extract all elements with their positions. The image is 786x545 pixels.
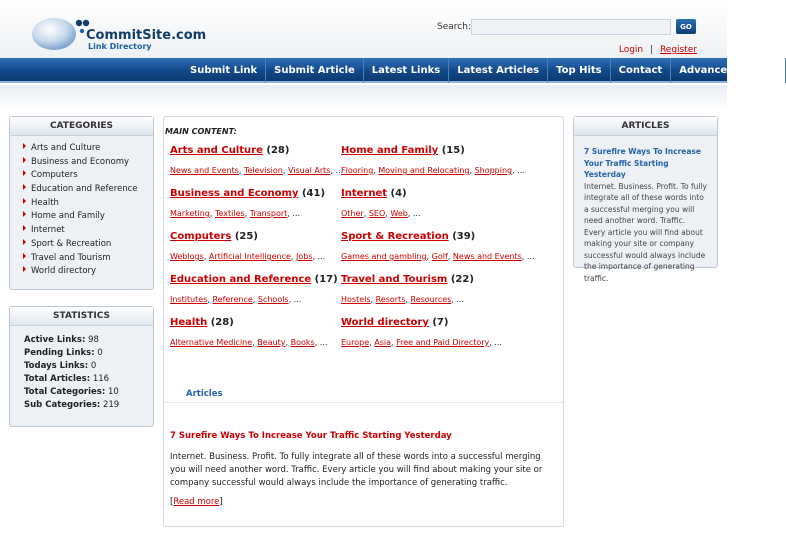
register-link[interactable]: Register (659, 45, 697, 55)
category-link[interactable]: Home and Family (341, 145, 439, 156)
subcategory-link[interactable]: Marketing (170, 209, 210, 218)
subcategory-link[interactable]: Games and gambling (341, 252, 427, 261)
nav-submit-link[interactable]: Submit Link (182, 58, 266, 83)
stat-row (24, 386, 153, 399)
subcategory-link[interactable]: Shopping (474, 166, 513, 175)
subcategory-link[interactable]: Other (341, 209, 364, 218)
read-more-bracket-close: ] (219, 497, 223, 507)
subcategory-link[interactable]: Hostels (341, 295, 371, 304)
subcategory-link[interactable]: News and Events (170, 166, 239, 175)
more-indicator: ... (292, 209, 301, 218)
more-indicator: ... (319, 338, 328, 347)
directory-category: Travel and Tourism (22) Hostels, Resorts, Resources, ... (341, 274, 474, 304)
category-count: (7) (432, 317, 449, 328)
logo-subtitle: Link Directory (88, 42, 152, 51)
statistics-panel (9, 306, 154, 427)
subcategory-link[interactable]: Flooring (341, 166, 374, 175)
category-count: (4) (390, 188, 407, 199)
subcategory-link[interactable]: Books (290, 338, 315, 347)
subcategory-link[interactable]: Visual Arts (287, 166, 331, 175)
more-indicator: ... (317, 252, 326, 261)
subcategory-link[interactable]: Transport (249, 209, 288, 218)
stat-row (24, 347, 153, 360)
search-input[interactable] (471, 19, 671, 35)
read-more (170, 497, 223, 507)
more-indicator: ... (412, 209, 421, 218)
logo-text: CommitSite.com (86, 28, 207, 43)
directory-category: Internet (4) Other, SEO, Web, ... (341, 188, 421, 218)
stat-value: 116 (92, 374, 110, 384)
header (0, 0, 727, 58)
stat-row (24, 334, 153, 347)
sidebar-category-item[interactable]: Travel and Tourism (23, 252, 153, 266)
category-count: (28) (266, 145, 290, 156)
subcategory-link[interactable]: Resorts (375, 295, 406, 304)
subcategory-link[interactable]: Alternative Medicine (170, 338, 253, 347)
directory-category: Sport & Recreation (39) Games and gambling, Golf, News and Events, ... (341, 231, 535, 261)
auth-separator: | (650, 45, 654, 55)
subcategory-link[interactable]: SEO (368, 209, 386, 218)
category-count: (39) (452, 231, 476, 242)
more-indicator: ... (494, 338, 503, 347)
article-excerpt: Internet. Business. Profit. To fully integrate all of these words into a successful merging you will need another word. Traffic. Every article you will find about making your site or company successful would always include the importance of generating traffic. (170, 452, 543, 488)
stat-label: Todays Links: (24, 361, 89, 371)
search-go-button[interactable]: GO (676, 19, 696, 34)
category-count: (28) (210, 317, 234, 328)
sidebar-category-item[interactable]: World directory (23, 265, 153, 279)
subcategory-link[interactable]: Artificial Intelligence (208, 252, 291, 261)
category-link[interactable]: Health (170, 317, 208, 328)
category-link[interactable]: Internet (341, 188, 388, 199)
stat-label: Total Categories: (24, 387, 106, 397)
sidebar-article-title-link[interactable]: 7 Surefire Ways To Increase Your Traffic Starting Yesterday (584, 147, 701, 179)
subcategory-link[interactable]: Jobs (296, 252, 313, 261)
directory-category: World directory (7) Europe, Asia, Free and Paid Directory, ... (341, 317, 503, 347)
articles-panel-title: ARTICLES (574, 117, 717, 136)
login-link[interactable]: Login (618, 45, 644, 55)
stat-label: Pending Links: (24, 348, 95, 358)
auth-links (619, 45, 697, 55)
sidebar-category-item[interactable]: Business and Economy (23, 156, 153, 170)
category-link[interactable]: Sport & Recreation (341, 231, 449, 242)
directory-category: Arts and Culture (28) News and Events, Television, Visual Arts, ... (170, 145, 344, 175)
subcategory-link[interactable]: News and Events (452, 252, 522, 261)
subcategory-link[interactable]: Textiles (214, 209, 245, 218)
main-content-label: MAIN CONTENT: (165, 127, 237, 136)
categories-panel-title: CATEGORIES (10, 117, 153, 136)
category-count: (22) (450, 274, 474, 285)
nav-contact[interactable]: Contact (611, 58, 672, 83)
sidebar-category-item[interactable]: Sport & Recreation (23, 238, 153, 252)
stat-label: Active Links: (24, 335, 86, 345)
article-title-link[interactable]: 7 Surefire Ways To Increase Your Traffic Starting Yesterday (170, 431, 452, 441)
main-navigation (0, 58, 777, 83)
sidebar-category-item[interactable]: Home and Family (23, 210, 153, 224)
category-count: (15) (441, 145, 465, 156)
search-label: Search: (437, 22, 471, 32)
nav-submit-article[interactable]: Submit Article (266, 58, 364, 83)
more-indicator: ... (293, 295, 302, 304)
more-indicator: ... (517, 166, 525, 175)
subcategory-link[interactable]: Television (243, 166, 283, 175)
nav-top-hits[interactable]: Top Hits (548, 58, 611, 83)
category-link[interactable]: Arts and Culture (170, 145, 263, 156)
sidebar-category-item[interactable]: Internet (23, 224, 153, 238)
directory-category: Business and Economy (41) Marketing, Textiles, Transport, ... (170, 188, 326, 218)
more-indicator: ... (456, 295, 465, 304)
categories-panel (9, 116, 154, 290)
statistics-panel-title: STATISTICS (10, 307, 153, 326)
category-link[interactable]: Business and Economy (170, 188, 299, 199)
site-logo[interactable] (30, 16, 207, 56)
subcategory-link[interactable]: Weblogs (170, 252, 204, 261)
subcategory-link[interactable]: Moving and Relocating (378, 166, 470, 175)
subcategory-link[interactable]: Europe (341, 338, 370, 347)
stat-value: 0 (90, 361, 97, 371)
nav-advanced-search[interactable]: Advanced Search (671, 58, 785, 83)
stat-value: 10 (107, 387, 119, 397)
stat-value: 219 (102, 400, 120, 410)
directory-category: Computers (25) Weblogs, Artificial Intelligence, Jobs, ... (170, 231, 326, 261)
subcategory-link[interactable]: Resources (410, 295, 452, 304)
sidebar-category-item[interactable]: Computers (23, 169, 153, 183)
category-count: (25) (234, 231, 258, 242)
nav-latest-links[interactable]: Latest Links (364, 58, 449, 83)
more-indicator: ... (335, 166, 344, 175)
subcategory-link[interactable]: Web (390, 209, 408, 218)
sidebar-category-item[interactable]: Arts and Culture (23, 142, 153, 156)
header-gradient-band (0, 85, 727, 111)
stat-value: 98 (88, 335, 99, 345)
subcategory-link[interactable]: Schools (257, 295, 289, 304)
sidebar-category-item[interactable]: Education and Reference (23, 183, 153, 197)
directory-category: Home and Family (15) Flooring, Moving and Relocating, Shopping, ... (341, 145, 525, 175)
subcategory-link[interactable]: Asia (374, 338, 391, 347)
stat-label: Total Articles: (24, 374, 91, 384)
stat-value: 0 (97, 348, 103, 358)
category-link[interactable]: Education and Reference (170, 274, 312, 285)
subcategory-link[interactable]: Free and Paid Directory (396, 338, 490, 347)
main-content (163, 116, 564, 527)
directory-category: Education and Reference (17) Institutes, Reference, Schools, ... (170, 274, 338, 304)
nav-latest-articles[interactable]: Latest Articles (449, 58, 548, 83)
directory-category: Health (28) Alternative Medicine, Beauty, Books, ... (170, 317, 328, 347)
sidebar-article-excerpt: Internet. Business. Profit. To fully integrate all of these words into a successful merging you will need another word. Traffic. Every article you will find about making your site or company successful would always include the importance of generating traffic. (584, 181, 707, 283)
subcategory-link[interactable]: Golf (431, 252, 448, 261)
more-indicator: ... (526, 252, 535, 261)
read-more-link[interactable]: Read more (173, 497, 220, 507)
tab-articles[interactable]: Articles (186, 389, 223, 399)
logo-globe-icon (30, 16, 90, 52)
subcategory-link[interactable]: Reference (212, 295, 253, 304)
category-count: (17) (314, 274, 338, 285)
category-count: (41) (301, 188, 326, 199)
category-link[interactable]: Computers (170, 231, 232, 242)
stat-row (24, 399, 153, 412)
sidebar-category-item[interactable]: Health (23, 197, 153, 211)
subcategory-link[interactable]: Institutes (170, 295, 208, 304)
read-more-bracket-open: [ (170, 497, 174, 507)
stat-label: Sub Categories: (24, 400, 101, 410)
articles-panel (573, 116, 718, 283)
subcategory-link[interactable]: Beauty (257, 338, 286, 347)
stat-row (24, 373, 153, 386)
stat-row (24, 360, 153, 373)
category-link[interactable]: World directory (341, 317, 429, 328)
category-link[interactable]: Travel and Tourism (341, 274, 448, 285)
articles-section-header (164, 383, 563, 403)
